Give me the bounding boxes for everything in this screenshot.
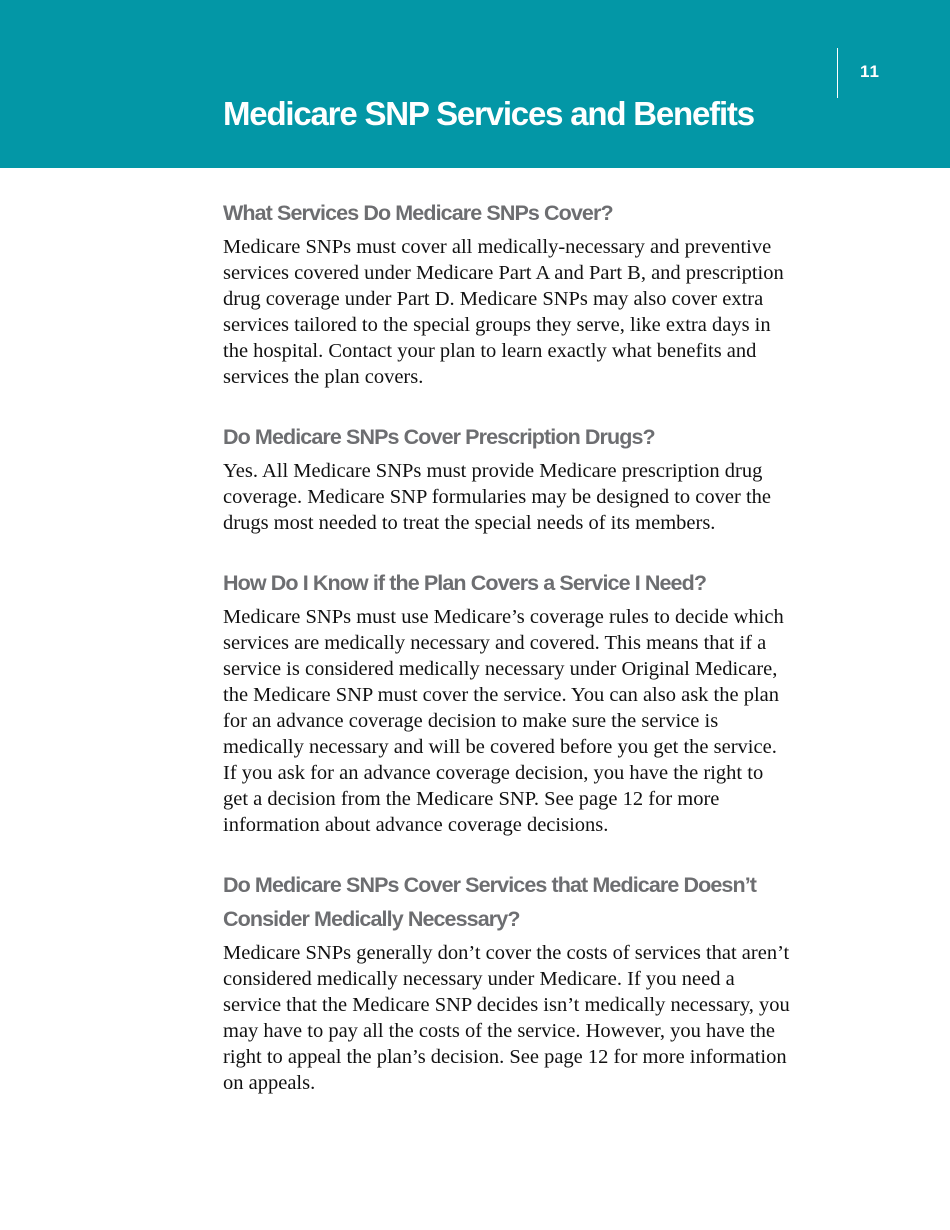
page-number-divider (837, 48, 838, 98)
main-content (223, 196, 793, 1126)
section-heading: How Do I Know if the Plan Covers a Service I Need? (223, 571, 707, 595)
section-body: Medicare SNPs generally don’t cover the costs of services that aren’t considered medically necessary under Medicare. If you need a service that the Medicare SNP decides isn’t medically necessary, you may have to pay all the costs of the service. However, you have the right to appeal the plan’s decision. See page 12 for more information on appeals. (223, 942, 790, 1094)
page-title: Medicare SNP Services and Benefits (223, 95, 754, 132)
section-body: Yes. All Medicare SNPs must provide Medicare prescription drug coverage. Medicare SNP formularies may be designed to cover the drugs most needed to treat the special needs of its members. (223, 460, 771, 534)
section-body: Medicare SNPs must cover all medically-necessary and preventive services covered under Medicare Part A and Part B, and prescription drug coverage under Part D. Medicare SNPs may also cover extra services tailored to the special groups they serve, like extra days in the hospital. Contact your plan to learn exactly what benefits and services the plan covers. (223, 236, 784, 388)
section-services-covered (223, 196, 793, 390)
section-prescription-drugs (223, 420, 793, 536)
section-heading: What Services Do Medicare SNPs Cover? (223, 201, 613, 225)
section-heading: Do Medicare SNPs Cover Prescription Drugs? (223, 425, 655, 449)
section-not-medically-necessary (223, 868, 793, 1096)
section-heading: Do Medicare SNPs Cover Services that Medicare Doesn’t Consider Medically Necessary? (223, 873, 757, 931)
section-plan-covers-service (223, 566, 793, 838)
page-number: 11 (860, 62, 880, 81)
section-body: Medicare SNPs must use Medicare’s coverage rules to decide which services are medically necessary and covered. This means that if a service is considered medically necessary under Original Medicare, the Medicare SNP must cover the service. You can also ask the plan for an advance coverage decision to make sure the service is medically necessary and will be covered before you get the service. If you ask for an advance coverage decision, you have the right to get a decision from the Medicare SNP. See page 12 for more information about advance coverage decisions. (223, 606, 784, 836)
header-banner (0, 0, 950, 168)
